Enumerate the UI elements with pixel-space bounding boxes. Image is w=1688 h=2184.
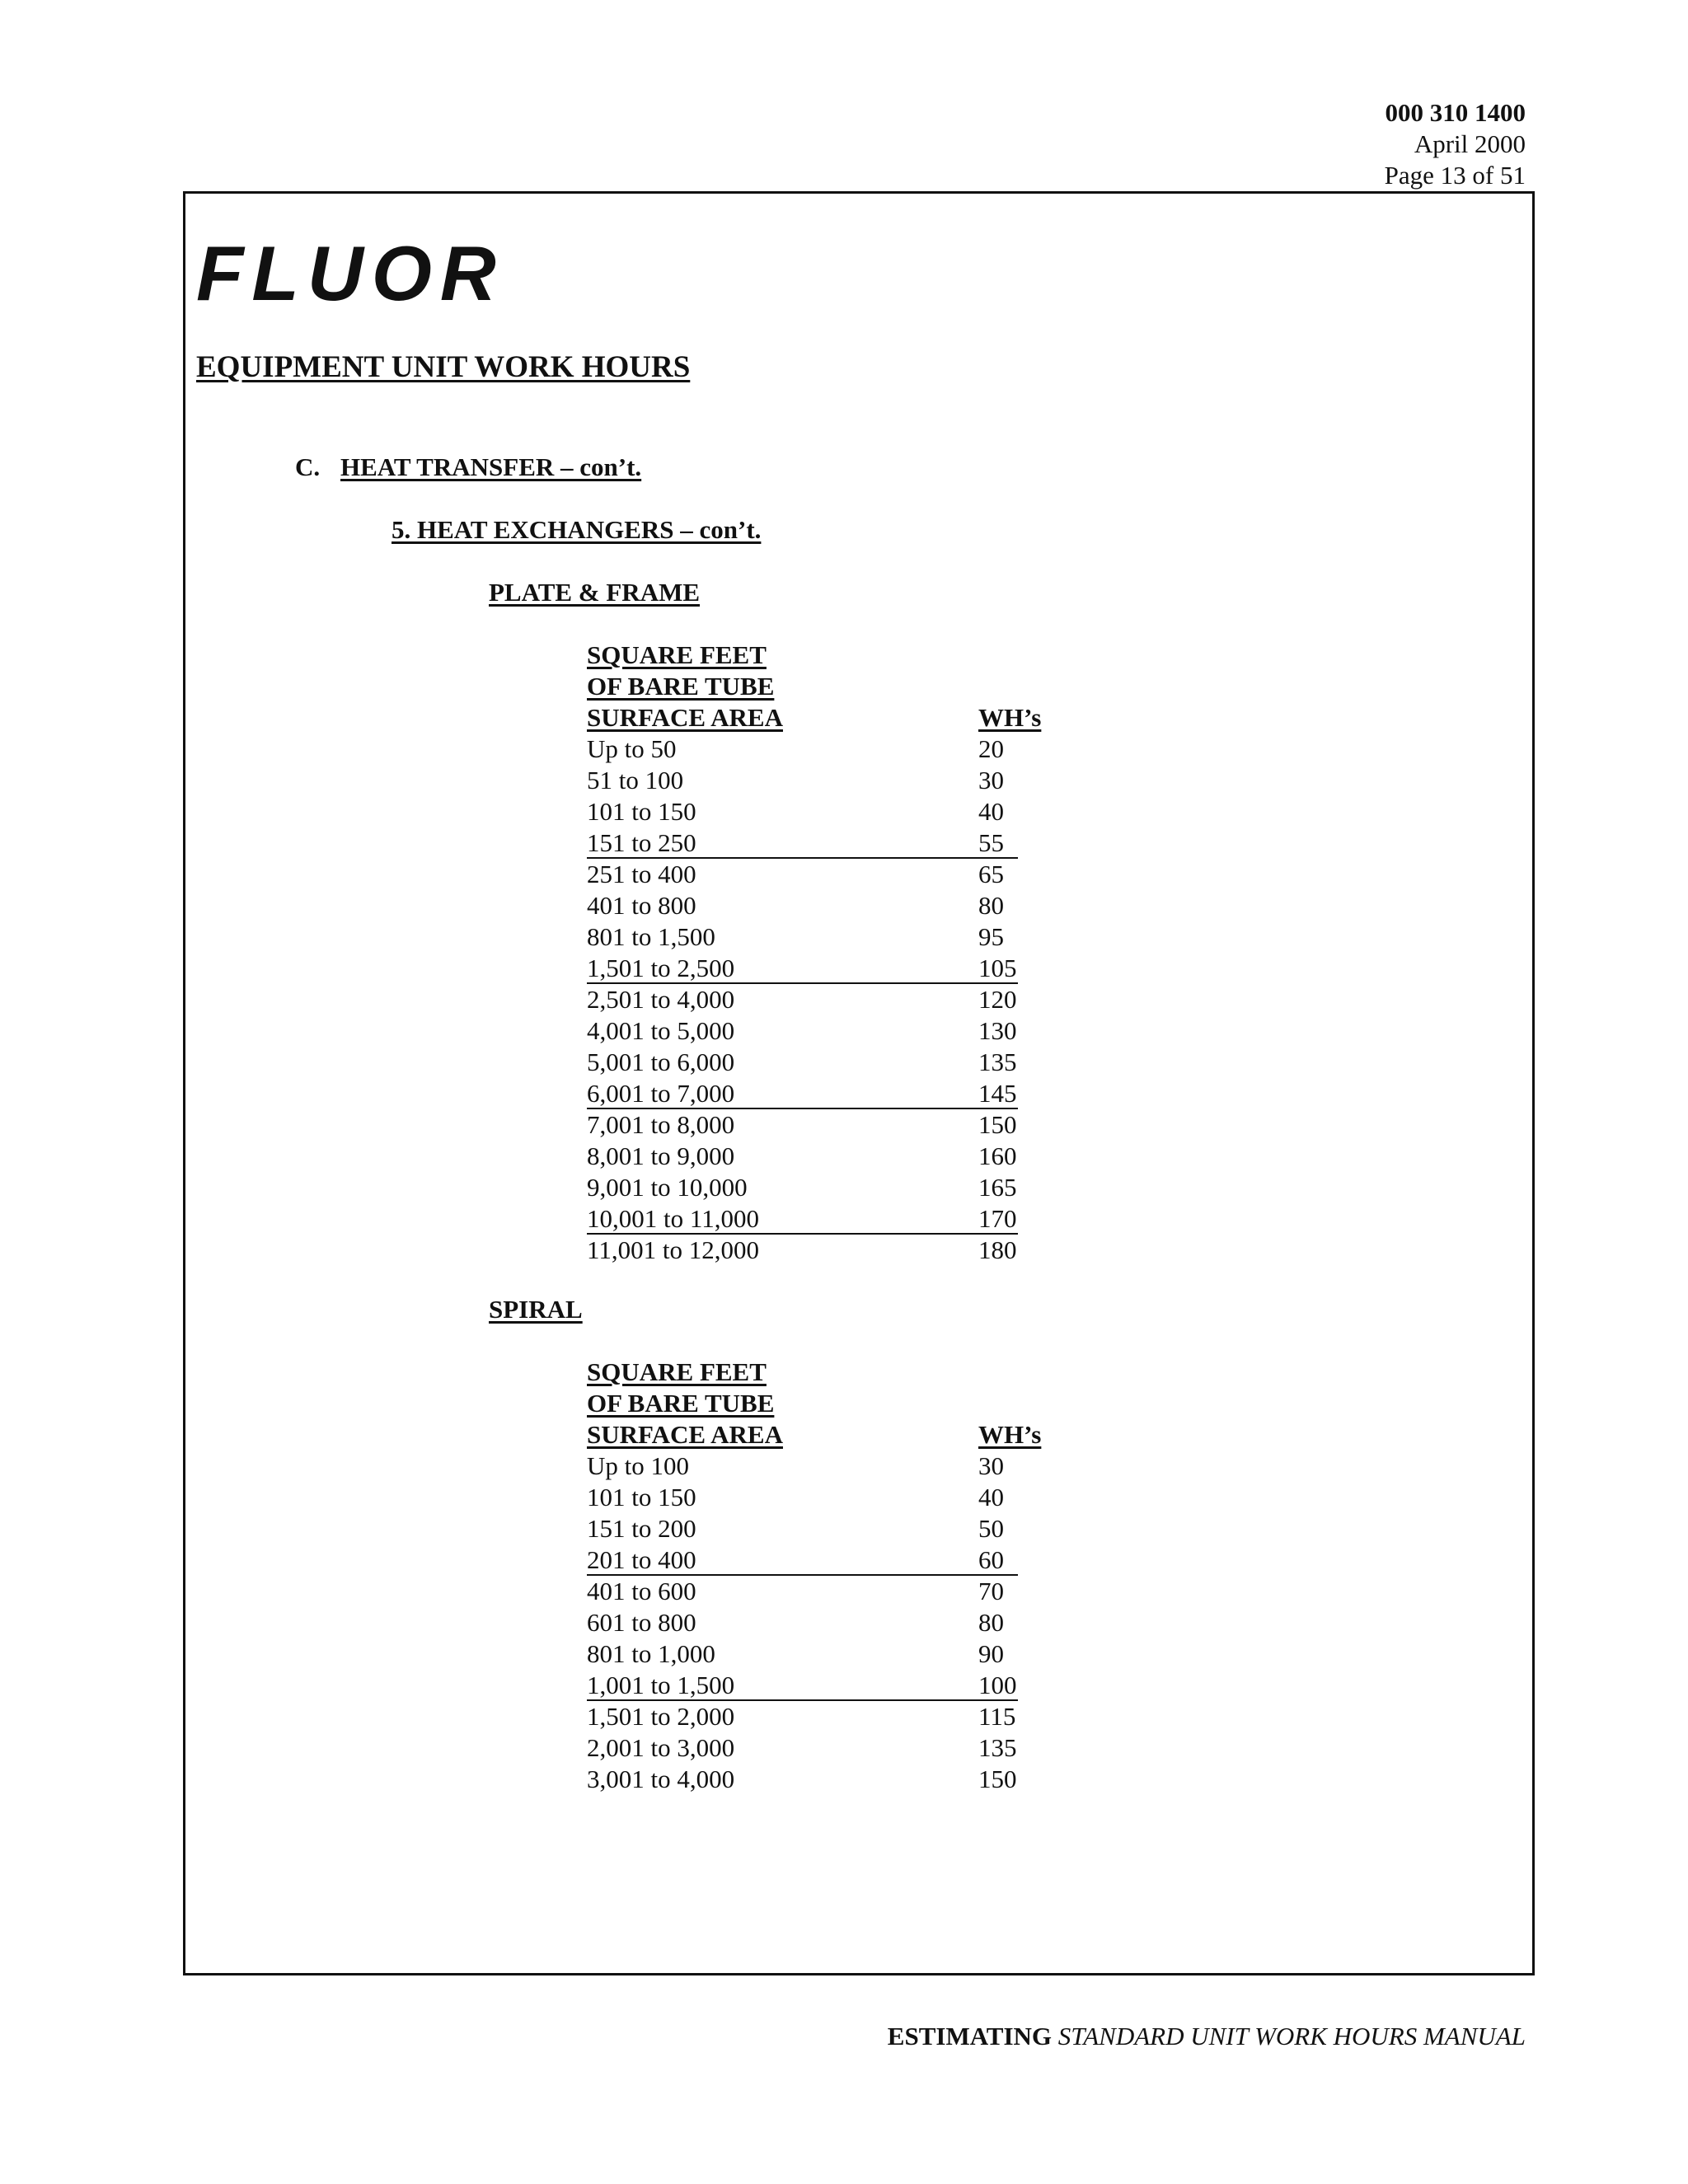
wh-cell: 165 — [978, 1173, 1017, 1202]
wh-cell: 30 — [978, 766, 1004, 794]
table-row — [587, 1670, 1018, 1701]
range-cell: 11,001 to 12,000 — [587, 1235, 759, 1264]
wh-cell: 150 — [978, 1765, 1017, 1793]
table-row — [587, 827, 1018, 859]
wh-cell: 30 — [978, 1451, 1004, 1480]
page-footer — [888, 2021, 1526, 2052]
table-header-row — [587, 1419, 1041, 1451]
wh-cell: 160 — [978, 1141, 1017, 1170]
plate-frame-table — [587, 640, 1041, 1266]
table-header-line2: OF BARE TUBE — [587, 672, 775, 701]
wh-cell: 80 — [978, 891, 1004, 920]
page-number: Page 13 of 51 — [1384, 161, 1526, 190]
wh-header: WH’s — [978, 1420, 1042, 1449]
document-date: April 2000 — [1414, 129, 1526, 158]
wh-cell: 145 — [978, 1079, 1017, 1108]
wh-cell: 115 — [978, 1702, 1016, 1731]
range-cell: 151 to 250 — [587, 828, 696, 857]
wh-cell: 180 — [978, 1235, 1017, 1264]
range-cell: 401 to 800 — [587, 891, 696, 920]
section-heading — [295, 452, 641, 483]
subsection-heading: 5. HEAT EXCHANGERS – con’t. — [392, 515, 762, 544]
range-cell: 101 to 150 — [587, 797, 696, 826]
table-row — [587, 1576, 1041, 1607]
table-row — [587, 1638, 1041, 1670]
spiral-heading: SPIRAL — [489, 1295, 583, 1324]
table-row — [587, 1172, 1041, 1203]
table-row — [587, 984, 1041, 1015]
table-row — [587, 1141, 1041, 1172]
wh-cell: 95 — [978, 922, 1004, 951]
footer-manual-title: STANDARD UNIT WORK HOURS MANUAL — [1057, 2022, 1526, 2050]
range-cell: 1,501 to 2,000 — [587, 1702, 735, 1731]
table-row — [587, 796, 1041, 827]
document-number: 000 310 1400 — [1385, 98, 1526, 127]
wh-cell: 80 — [978, 1608, 1004, 1637]
table-header-line2: OF BARE TUBE — [587, 1389, 775, 1418]
range-cell: 7,001 to 8,000 — [587, 1110, 735, 1139]
wh-header: WH’s — [978, 703, 1042, 732]
wh-cell: 120 — [978, 985, 1017, 1014]
fluor-logo: FLUOR — [196, 230, 504, 316]
range-cell: 51 to 100 — [587, 766, 684, 794]
range-cell: 9,001 to 10,000 — [587, 1173, 748, 1202]
wh-cell: 55 — [978, 828, 1004, 857]
table-header-line1: SQUARE FEET — [587, 640, 767, 669]
range-cell: 1,501 to 2,500 — [587, 954, 735, 982]
wh-cell: 150 — [978, 1110, 1017, 1139]
range-cell: 601 to 800 — [587, 1608, 696, 1637]
table-row — [587, 1513, 1041, 1544]
section-letter: C. — [295, 452, 321, 481]
table-row — [587, 765, 1041, 796]
table-row — [587, 953, 1018, 984]
range-cell: 3,001 to 4,000 — [587, 1765, 735, 1793]
wh-cell: 20 — [978, 734, 1004, 763]
wh-cell: 135 — [978, 1047, 1017, 1076]
wh-cell: 105 — [978, 954, 1017, 982]
range-cell: 401 to 600 — [587, 1577, 696, 1605]
wh-cell: 40 — [978, 797, 1004, 826]
range-cell: 801 to 1,000 — [587, 1639, 715, 1668]
table-row — [587, 1607, 1041, 1638]
range-cell: 4,001 to 5,000 — [587, 1016, 735, 1045]
section-title: HEAT TRANSFER – con’t. — [340, 452, 642, 481]
table-row — [587, 1078, 1018, 1109]
range-cell: 201 to 400 — [587, 1545, 696, 1574]
range-cell: 8,001 to 9,000 — [587, 1141, 735, 1170]
table-row — [587, 1235, 1041, 1266]
range-cell: 6,001 to 7,000 — [587, 1079, 735, 1108]
table-row — [587, 1764, 1041, 1795]
surface-area-header: SURFACE AREA — [587, 1420, 783, 1449]
wh-cell: 90 — [978, 1639, 1004, 1668]
range-cell: Up to 50 — [587, 734, 677, 763]
wh-cell: 60 — [978, 1545, 1004, 1574]
range-cell: 5,001 to 6,000 — [587, 1047, 735, 1076]
document-header — [1385, 97, 1526, 191]
table-row — [587, 890, 1041, 921]
table-row — [587, 1544, 1018, 1576]
table-row — [587, 1047, 1041, 1078]
wh-cell: 135 — [978, 1733, 1017, 1762]
range-cell: 1,001 to 1,500 — [587, 1671, 735, 1699]
range-cell: 101 to 150 — [587, 1483, 696, 1511]
table-header-line1: SQUARE FEET — [587, 1357, 767, 1386]
table-row — [587, 1482, 1041, 1513]
wh-cell: 70 — [978, 1577, 1004, 1605]
range-cell: 801 to 1,500 — [587, 922, 715, 951]
spiral-table — [587, 1357, 1041, 1795]
wh-cell: 65 — [978, 860, 1004, 888]
footer-estimating: ESTIMATING — [887, 2022, 1053, 2050]
surface-area-header: SURFACE AREA — [587, 703, 783, 732]
page-title: EQUIPMENT UNIT WORK HOURS — [196, 350, 691, 384]
table-row — [587, 733, 1041, 765]
table-row — [587, 921, 1041, 953]
table-row — [587, 1015, 1041, 1047]
range-cell: 151 to 200 — [587, 1514, 696, 1543]
plate-frame-heading: PLATE & FRAME — [489, 578, 701, 607]
range-cell: 251 to 400 — [587, 860, 696, 888]
range-cell: 2,001 to 3,000 — [587, 1733, 735, 1762]
table-row — [587, 859, 1041, 890]
wh-cell: 170 — [978, 1204, 1017, 1233]
range-cell: Up to 100 — [587, 1451, 689, 1480]
table-row — [587, 1451, 1041, 1482]
table-row — [587, 1701, 1041, 1732]
table-row — [587, 1732, 1041, 1764]
wh-cell: 40 — [978, 1483, 1004, 1511]
table-header-row — [587, 702, 1041, 733]
wh-cell: 100 — [978, 1671, 1017, 1699]
range-cell: 10,001 to 11,000 — [587, 1204, 759, 1233]
wh-cell: 50 — [978, 1514, 1004, 1543]
table-row — [587, 1109, 1041, 1141]
range-cell: 2,501 to 4,000 — [587, 985, 735, 1014]
wh-cell: 130 — [978, 1016, 1017, 1045]
table-row — [587, 1203, 1018, 1235]
